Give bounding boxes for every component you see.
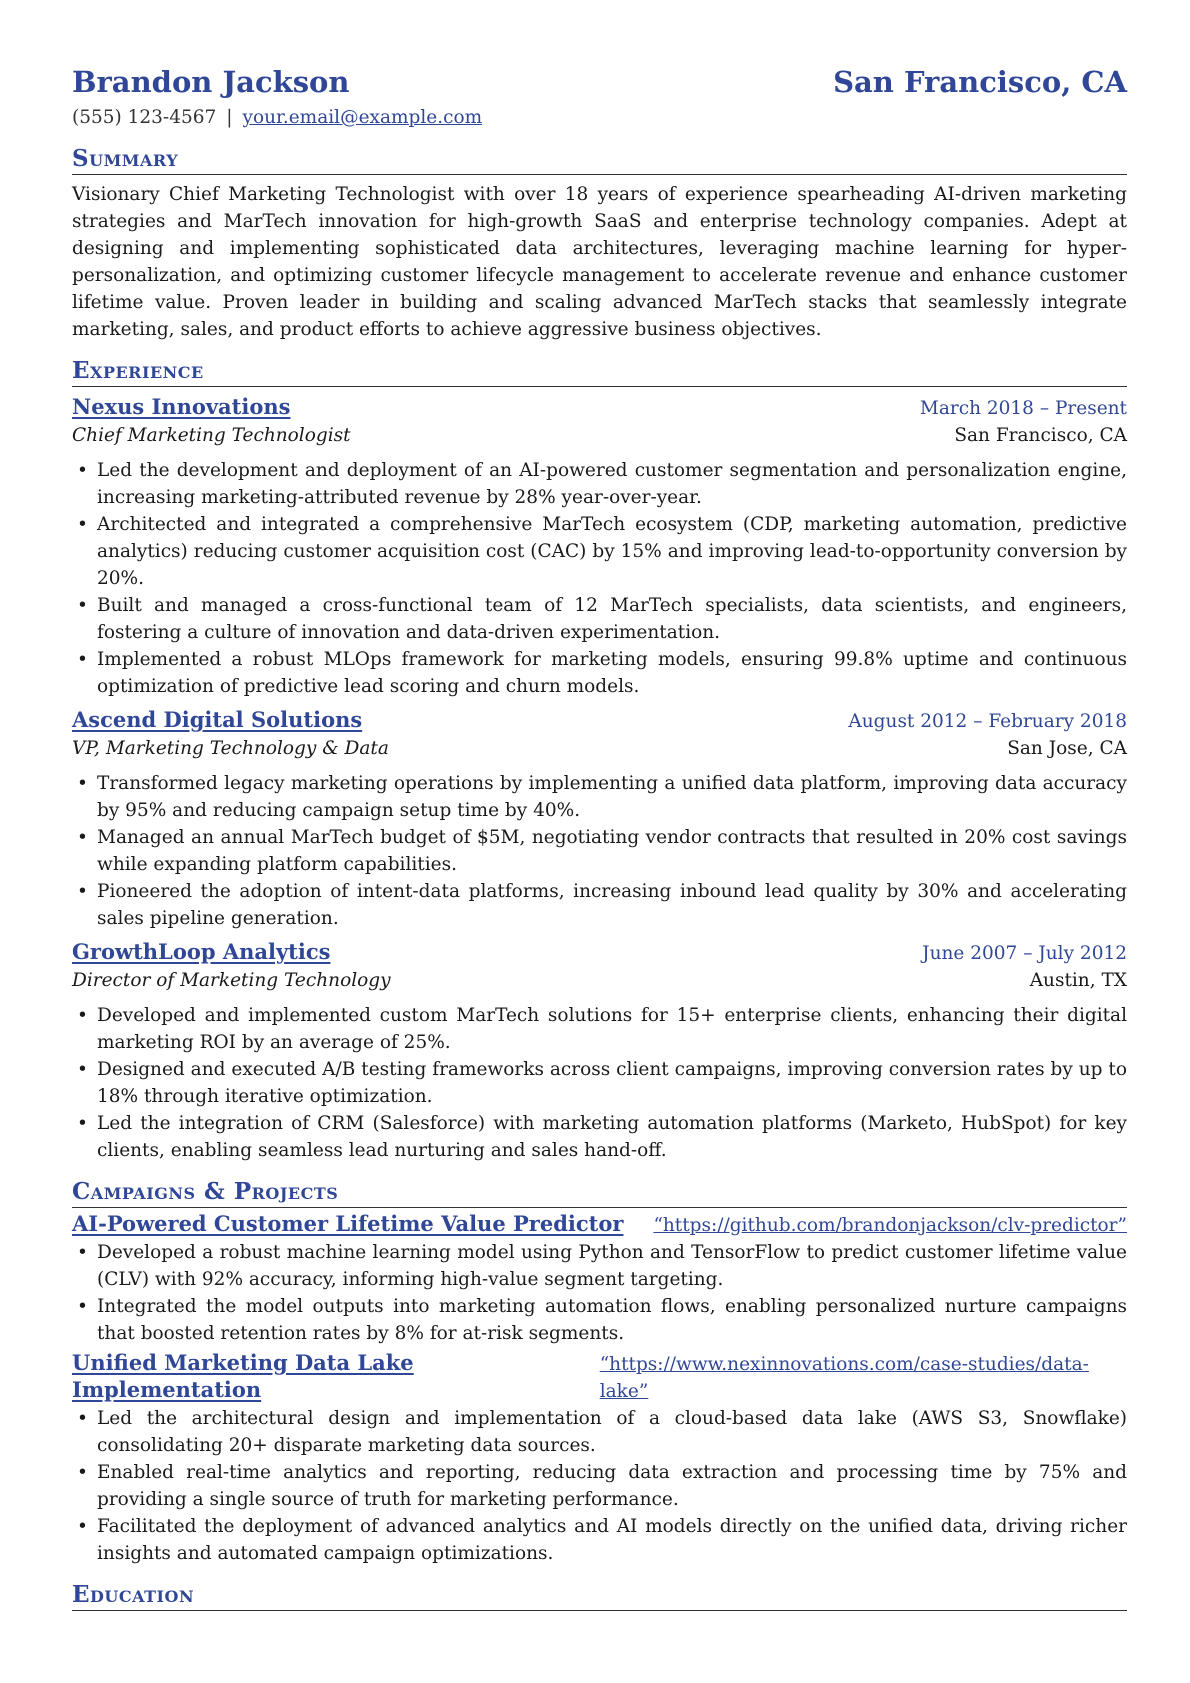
job-entry (72, 393, 1127, 700)
company-name[interactable]: Ascend Digital Solutions (72, 707, 363, 732)
bullet-item: • Integrated the model outputs into marketing automation flows, enabling personalized nurture campaigns that boosted retention rates by 8% for at-risk segments. (72, 1293, 1127, 1347)
resume-page (72, 62, 1127, 1611)
project-entry (72, 1210, 1127, 1347)
bullet-item: • Designed and executed A/B testing frameworks across client campaigns, improving conversion rates by up to 18% through iterative optimization. (72, 1056, 1127, 1110)
company-name[interactable]: GrowthLoop Analytics (72, 939, 331, 964)
bullet-item: • Led the integration of CRM (Salesforce) with marketing automation platforms (Marketo, HubSpot) for key clients, enabling seamless lead nurturing and sales hand-off. (72, 1110, 1127, 1164)
project-title[interactable]: Unified Marketing Data Lake Implementation (72, 1350, 414, 1402)
project-bullets (72, 1405, 1127, 1567)
candidate-location: San Francisco, CA (833, 65, 1127, 99)
bullet-item: • Developed a robust machine learning model using Python and TensorFlow to predict customer lifetime value (CLV) with 92% accuracy, informing high-value segment targeting. (72, 1239, 1127, 1293)
job-location: Austin, TX (1029, 970, 1127, 991)
job-dates: June 2007 – July 2012 (922, 943, 1127, 964)
bullet-item: • Implemented a robust MLOps framework for marketing models, ensuring 99.8% uptime and continuous optimization of predictive lead scoring and churn models. (72, 646, 1127, 700)
project-entry (72, 1349, 1127, 1567)
section-title-projects: Campaigns & Projects (72, 1178, 1127, 1208)
section-title-summary: Summary (72, 145, 1127, 175)
bullet-item: • Managed an annual MarTech budget of $5M, negotiating vendor contracts that resulted in 20% cost savings while expanding platform capabilities. (72, 824, 1127, 878)
job-bullets (72, 1002, 1127, 1164)
job-role: Director of Marketing Technology (72, 970, 391, 991)
job-location: San Francisco, CA (954, 425, 1127, 446)
job-location: San Jose, CA (1007, 738, 1127, 759)
project-title[interactable]: AI-Powered Customer Lifetime Value Predictor (72, 1211, 624, 1236)
bullet-item: • Pioneered the adoption of intent-data platforms, increasing inbound lead quality by 30% and accelerating sales pipeline generation. (72, 878, 1127, 932)
header (72, 62, 1127, 102)
project-link[interactable]: “https://github.com/brandonjackson/clv-predictor” (653, 1215, 1127, 1236)
job-role: Chief Marketing Technologist (72, 425, 351, 446)
job-role: VP, Marketing Technology & Data (72, 738, 389, 759)
phone-number: (555) 123-4567 (72, 107, 217, 128)
project-link[interactable]: “https://www.nexinnovations.com/case-studies/data-lake” (599, 1354, 1089, 1402)
email-link[interactable]: your.email@example.com (242, 107, 483, 128)
job-entry (72, 706, 1127, 932)
section-title-education: Education (72, 1581, 1127, 1611)
project-bullets (72, 1239, 1127, 1347)
job-dates: August 2012 – February 2018 (848, 711, 1127, 732)
contact-line (72, 104, 1127, 131)
contact-separator: | (226, 107, 233, 128)
section-title-experience: Experience (72, 357, 1127, 387)
bullet-item: • Built and managed a cross-functional team of 12 MarTech specialists, data scientists, and engineers, fostering a culture of innovation and data-driven experimentation. (72, 592, 1127, 646)
bullet-item: • Architected and integrated a comprehensive MarTech ecosystem (CDP, marketing automation, predictive analytics) reducing customer acquisition cost (CAC) by 15% and improving lead-to-opportunity conversion by 20%. (72, 511, 1127, 592)
company-name[interactable]: Nexus Innovations (72, 394, 291, 419)
job-bullets (72, 457, 1127, 700)
job-dates: March 2018 – Present (919, 398, 1127, 419)
job-bullets (72, 770, 1127, 932)
summary-text: Visionary Chief Marketing Technologist with over 18 years of experience spearheading AI-driven marketing strategies and MarTech innovation for high-growth SaaS and enterprise technology companies. Adept at designing and implementing sophisticated data architectures, leveraging machine learning for hyper-personalization, and optimizing customer lifecycle management to accelerate revenue and enhance customer lifetime value. Proven leader in building and scaling advanced MarTech stacks that seamlessly integrate marketing, sales, and product efforts to achieve aggressive business objectives. (72, 184, 1127, 340)
job-entry (72, 938, 1127, 1164)
bullet-item: • Transformed legacy marketing operations by implementing a unified data platform, improving data accuracy by 95% and reducing campaign setup time by 40%. (72, 770, 1127, 824)
bullet-item: • Facilitated the deployment of advanced analytics and AI models directly on the unified data, driving richer insights and automated campaign optimizations. (72, 1513, 1127, 1567)
bullet-item: • Developed and implemented custom MarTech solutions for 15+ enterprise clients, enhancing their digital marketing ROI by an average of 25%. (72, 1002, 1127, 1056)
candidate-name: Brandon Jackson (72, 65, 350, 99)
bullet-item: • Led the architectural design and implementation of a cloud-based data lake (AWS S3, Snowflake) consolidating 20+ disparate marketing data sources. (72, 1405, 1127, 1459)
bullet-item: • Led the development and deployment of an AI-powered customer segmentation and personalization engine, increasing marketing-attributed revenue by 28% year-over-year. (72, 457, 1127, 511)
bullet-item: • Enabled real-time analytics and reporting, reducing data extraction and processing time by 75% and providing a single source of truth for marketing performance. (72, 1459, 1127, 1513)
